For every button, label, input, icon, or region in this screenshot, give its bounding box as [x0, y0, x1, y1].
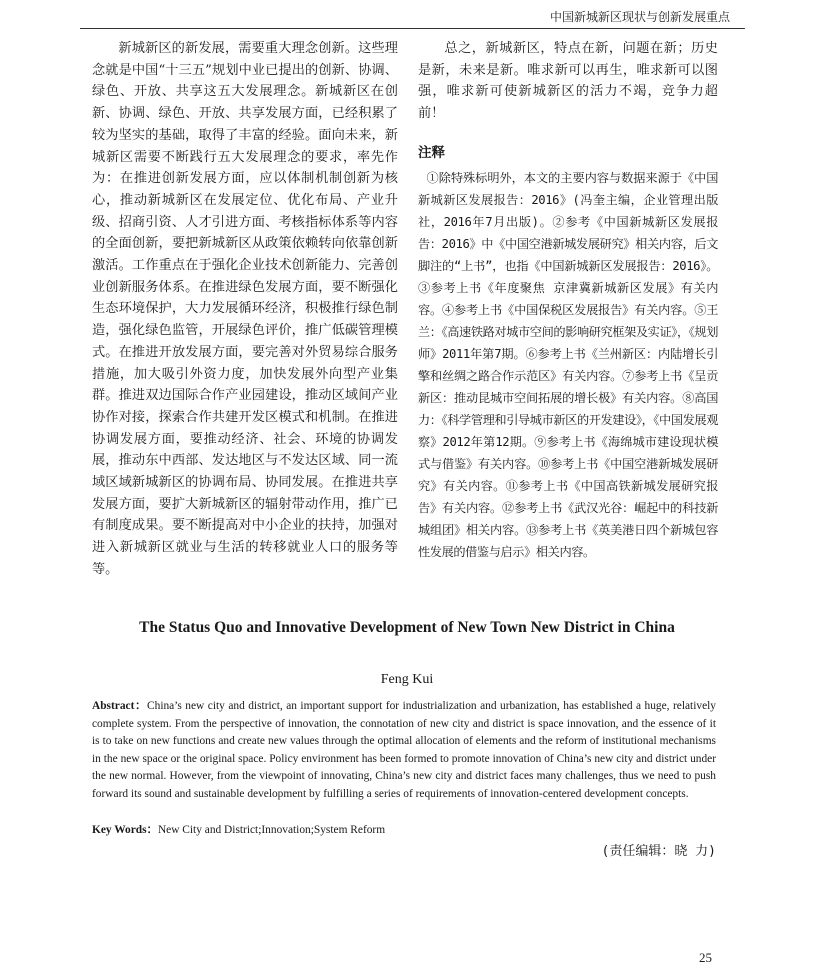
- english-author: Feng Kui: [380, 672, 434, 687]
- notes-text: ①除特殊标明外，本文的主要内容与数据来源于《中国新城新区发展报告：2016》(冯奎主编，企业管理出版社，2016年7月出版)。②参考《中国新城新区发展报告：2016》中《中国空港新城发展研究》相关内容，后文脚注的“上书”，也指《中国新城新区发展报告：2016》。③参考上书《年度聚焦 京津冀新城新区发展》有关内容。④参考上书《中国保税区发展报告》有关内容。⑤王兰：《高速铁路对城市空间的影响研究框架及实证》，《规划师》2011年第7期。⑥参考上书《兰州新区：内陆增长引擎和丝绸之路合作示范区》有关内容。⑦参考上书《呈贡新区：推动昆城市空间拓展的增长极》有关内容。⑧高国力：《科学管理和引导城市新区的开发建设》，《中国发展观察》2012年第12期。⑨参考上书《海绵城市建设现状模式与借鉴》有关内容。⑩参考上书《中国空港新城发展研究》有关内容。⑪参考上书《中国高铁新城发展研究报告》有关内容。⑫参考上书《武汉光谷：崛起中的科技新城组团》相关内容。⑬参考上书《英美港日四个新城包容性发展的借鉴与启示》相关内容。: [418, 170, 718, 559]
- english-abstract: [92, 698, 716, 804]
- left-column: [92, 38, 398, 581]
- notes-heading: 注释: [418, 144, 445, 161]
- running-header-title: 中国新城新区现状与创新发展重点: [549, 10, 730, 24]
- conclusion-paragraph: 总之，新城新区，特点在新，问题在新；历史是新，未来是新。唯求新可以再生，唯求新可以图强，唯求新可使新城新区的活力不竭，竞争力超前！: [418, 41, 718, 122]
- keywords-text: New City and District;Innovation;System Reform: [157, 824, 386, 836]
- english-title: The Status Quo and Innovative Development of New Town New District in China: [139, 619, 675, 636]
- abstract-text: China’s new city and district, an important support for industrialization and urbanization, has established a huge, relatively complete system. From the perspective of innovation, the connotation of new city and district is space innovation, and the essence of it is to take on new functions and create new values through the optimal allocation of elements and the reform of institutional mechanisms in the new space or the original space. Policy environment has been formed to promote innovation of China’s new city and district under the new normal. However, from the viewpoint of innovating, China’s new city and district faces many challenges, thus we need to push forward its sound and sustainable development by fulfilling a series of requirements of innovation-centered development concepts.: [92, 700, 716, 800]
- keywords-label: Key Words：: [92, 824, 158, 836]
- abstract-label: Abstract：: [92, 700, 148, 712]
- page-number: 25: [699, 950, 712, 965]
- english-keywords: [92, 822, 716, 840]
- right-column: [418, 38, 718, 563]
- responsible-editor: (责任编辑：晓 力): [601, 844, 716, 859]
- header-rule: [80, 28, 745, 29]
- body-paragraph: 新城新区的新发展，需要重大理念创新。这些理念就是中国“十三五”规划中业已提出的创新、协调、绿色、开放、共享这五大发展理念。新城新区在创新、协调、绿色、开放、共享发展方面，已经积累了较为坚实的基础，取得了丰富的经验。面向未来，新城新区需要不断践行五大发展理念的要求，率先作为：在推进创新发展方面，应以体制机制创新为核心，推动新城新区在发展定位、优化布局、产业升级、招商引资、人才引进方面、考核指标体系等内容的全面创新，要把新城新区从政策依赖转向依靠创新激活。工作重点在于强化企业技术创新能力、完善创业创新服务体系。在推进绿色发展方面，要不断强化生态环境保护，大力发展循环经济，积极推行绿色制造，强化绿色监管，开展绿色评价，推广低碳管理模式。在推进开放发展方面，要完善对外贸易综合服务措施，加大吸引外资力度，加快发展外向型产业集群。推进双边国际合作产业园建设，推动区域间产业协作对接，探索合作共建开发区模式和机制。在推进协调发展方面，要推动经济、社会、环境的协调发展，推动东中西部、发达地区与不发达区域、同一流域区域新城新区的协调布局、协同发展。在推进共享发展方面，要扩大新城新区的辐射带动作用，推广已有制度成果。要不断提高对中小企业的扶持，加强对进入新城新区就业与生活的转移就业人口的服务等等。: [92, 41, 398, 577]
